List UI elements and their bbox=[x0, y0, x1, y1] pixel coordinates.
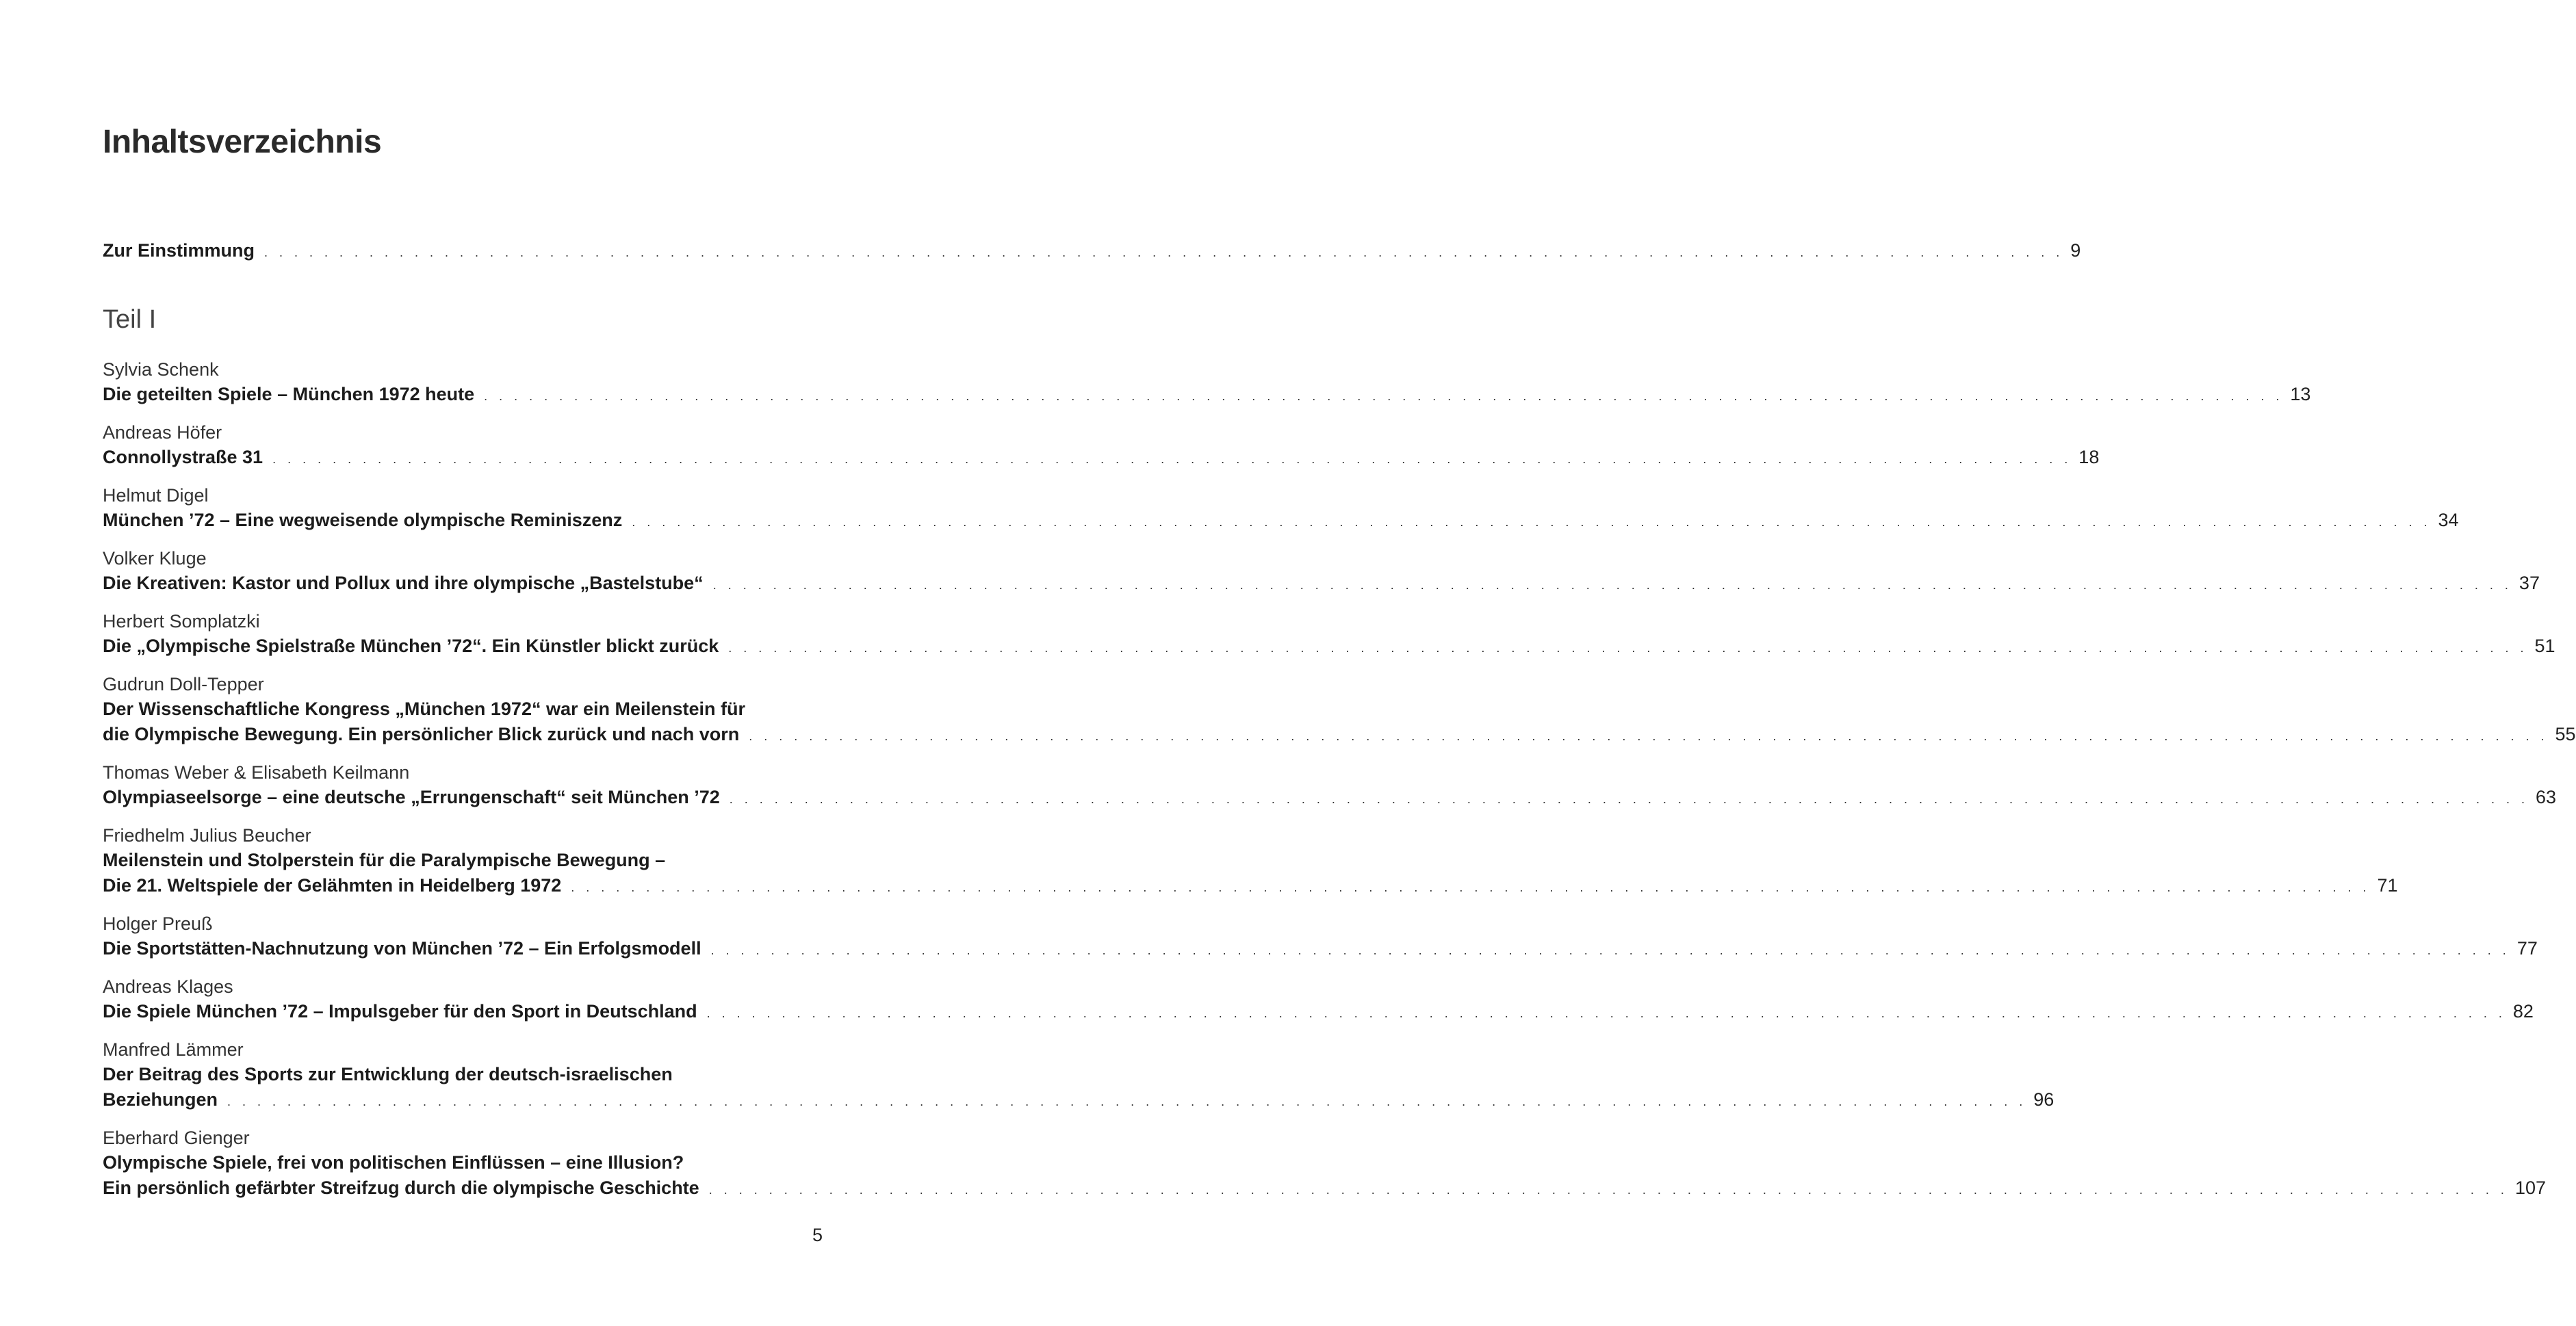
toc-entry[interactable] bbox=[103, 357, 2311, 407]
entry-author: Sylvia Schenk bbox=[103, 359, 219, 380]
toc-entry-line bbox=[103, 382, 2311, 407]
toc-entry[interactable] bbox=[103, 546, 2540, 596]
leader-dots: . . . . . . . . . . . . . . . . . . . . . . . . . . . . . . . . . . . . . . . . . . . . . . . . . . . . . . . . . . . . . . . . . . . . . . . . . . . . . . . . . . . . . . . . . . . . . . . . . . . . . . . . . . . . . . . . . . . . . . . . bbox=[264, 246, 2064, 259]
toc-entry-line bbox=[103, 1150, 823, 1175]
entry-author: Manfred Lämmer bbox=[103, 1039, 244, 1060]
entry-page-number: 96 bbox=[2033, 1089, 2055, 1110]
entry-title: München ’72 – Eine wegweisende olympische Reminiszenz bbox=[103, 510, 623, 530]
entry-author: Holger Preuß bbox=[103, 913, 213, 934]
entry-author: Volker Kluge bbox=[103, 548, 207, 569]
toc-entry-line bbox=[103, 785, 2557, 810]
leader-dots: . . . . . . . . . . . . . . . . . . . . . . . . . . . . . . . . . . . . . . . . . . . . . . . . . . . . . . . . . . . . . . . . . . . . . . . . . . . . . . . . . . . . . . . . . . . . . . . . . . . . . . . . . . . . . . . . . . . . . . . . bbox=[729, 792, 2529, 806]
leader-dots: . . . . . . . . . . . . . . . . . . . . . . . . . . . . . . . . . . . . . . . . . . . . . . . . . . . . . . . . . . . . . . . . . . . . . . . . . . . . . . . . . . . . . . . . . . . . . . . . . . . . . . . . . . . . . . . . . . . . . . . . bbox=[272, 452, 2072, 466]
entry-title: Zur Einstimmung bbox=[103, 240, 255, 261]
toc-entry-line bbox=[103, 445, 2100, 470]
entry-author: Andreas Klages bbox=[103, 976, 233, 997]
toc-page bbox=[103, 0, 2576, 1326]
toc-entry-line[interactable] bbox=[103, 238, 2081, 263]
toc-intro bbox=[103, 238, 2081, 263]
leader-dots: . . . . . . . . . . . . . . . . . . . . . . . . . . . . . . . . . . . . . . . . . . . . . . . . . . . . . . . . . . . . . . . . . . . . . . . . . . . . . . . . . . . . . . . . . . . . . . . . . . . . . . . . . . . . . . . . . . . . . . . . bbox=[706, 1006, 2506, 1020]
entry-title: Beziehungen bbox=[103, 1089, 218, 1110]
toc-entry-line bbox=[103, 999, 2534, 1024]
toc-entry-line bbox=[103, 1087, 2055, 1113]
entry-author: Eberhard Gienger bbox=[103, 1128, 250, 1148]
toc-entry[interactable] bbox=[103, 974, 2534, 1024]
entry-page-number: 63 bbox=[2536, 787, 2557, 807]
toc-entry[interactable] bbox=[103, 1037, 2055, 1113]
entry-title: Meilenstein und Stolperstein für die Paralympische Bewegung – bbox=[103, 850, 666, 870]
leader-dots: . . . . . . . . . . . . . . . . . . . . . . . . . . . . . . . . . . . . . . . . . . . . . . . . . . . . . . . . . . . . . . . . . . . . . . . . . . . . . . . . . . . . . . . . . . . . . . . . . . . . . . . . . . . . . . . . . . . . . . . . bbox=[708, 1183, 2508, 1197]
entry-title: Die Sportstätten-Nachnutzung von München ’72 – Ein Erfolgsmodell bbox=[103, 938, 701, 959]
toc-entry[interactable] bbox=[103, 420, 2100, 470]
entry-page-number: 82 bbox=[2512, 1001, 2534, 1022]
toc-entry[interactable] bbox=[103, 911, 2538, 961]
entry-author: Herbert Somplatzki bbox=[103, 611, 260, 632]
entry-author: Andreas Höfer bbox=[103, 422, 222, 443]
entry-title: Die Kreativen: Kastor und Pollux und ihre olympische „Bastelstube“ bbox=[103, 573, 704, 593]
leader-dots: . . . . . . . . . . . . . . . . . . . . . . . . . . . . . . . . . . . . . . . . . . . . . . . . . . . . . . . . . . . . . . . . . . . . . . . . . . . . . . . . . . . . . . . . . . . . . . . . . . . . . . . . . . . . . . . . . . . . . . . . bbox=[227, 1095, 2027, 1108]
toc-entry-line bbox=[103, 848, 823, 873]
entry-title: Die „Olympische Spielstraße München ’72“. Ein Künstler blickt zurück bbox=[103, 636, 719, 656]
entry-page-number: 37 bbox=[2519, 573, 2540, 593]
toc-entry[interactable] bbox=[103, 672, 2576, 747]
toc-entry[interactable] bbox=[103, 609, 2555, 659]
page-title: Inhaltsverzeichnis bbox=[103, 124, 382, 160]
leader-dots: . . . . . . . . . . . . . . . . . . . . . . . . . . . . . . . . . . . . . . . . . . . . . . . . . . . . . . . . . . . . . . . . . . . . . . . . . . . . . . . . . . . . . . . . . . . . . . . . . . . . . . . . . . . . . . . . . . . . . . . . bbox=[484, 389, 2284, 403]
toc-entry-line bbox=[103, 508, 2459, 533]
toc-entry[interactable] bbox=[103, 1126, 2546, 1201]
toc-entry-line bbox=[103, 722, 2576, 747]
entry-page-number: 77 bbox=[2516, 938, 2538, 959]
entry-author: Gudrun Doll-Tepper bbox=[103, 674, 264, 694]
entry-title: die Olympische Bewegung. Ein persönlicher Blick zurück und nach vorn bbox=[103, 724, 740, 744]
entry-page-number: 71 bbox=[2377, 875, 2398, 896]
page-folio: 5 bbox=[812, 1225, 823, 1245]
entry-title: Olympiaseelsorge – eine deutsche „Errungenschaft“ seit München ’72 bbox=[103, 787, 720, 807]
toc-entries bbox=[103, 357, 2576, 1214]
entry-title: Der Beitrag des Sports zur Entwicklung der deutsch-israelischen bbox=[103, 1064, 673, 1084]
toc-entry[interactable] bbox=[103, 483, 2459, 533]
entry-page-number: 9 bbox=[2070, 240, 2081, 261]
entry-title: Die Spiele München ’72 – Impulsgeber für den Sport in Deutschland bbox=[103, 1001, 697, 1022]
toc-entry-line bbox=[103, 873, 2398, 898]
toc-entry[interactable] bbox=[103, 760, 2557, 810]
entry-title: Der Wissenschaftliche Kongress „München 1972“ war ein Meilenstein für bbox=[103, 699, 746, 719]
toc-entry[interactable] bbox=[103, 823, 2398, 898]
entry-page-number: 34 bbox=[2438, 510, 2459, 530]
entry-author: Friedhelm Julius Beucher bbox=[103, 825, 311, 846]
toc-entry-line bbox=[103, 1175, 2546, 1201]
toc-entry-line bbox=[103, 1062, 823, 1087]
entry-page-number: 107 bbox=[2514, 1178, 2546, 1198]
leader-dots: . . . . . . . . . . . . . . . . . . . . . . . . . . . . . . . . . . . . . . . . . . . . . . . . . . . . . . . . . . . . . . . . . . . . . . . . . . . . . . . . . . . . . . . . . . . . . . . . . . . . . . . . . . . . . . . . . . . . . . . . bbox=[712, 578, 2512, 592]
entry-page-number: 55 bbox=[2555, 724, 2576, 744]
section-label: Teil I bbox=[103, 305, 157, 334]
toc-entry-line bbox=[103, 571, 2540, 596]
toc-entry-line bbox=[103, 697, 823, 722]
entry-page-number: 13 bbox=[2290, 384, 2311, 404]
entry-title: Die 21. Weltspiele der Gelähmten in Heidelberg 1972 bbox=[103, 875, 562, 896]
toc-entry-line bbox=[103, 634, 2555, 659]
entry-title: Ein persönlich gefärbter Streifzug durch die olympische Geschichte bbox=[103, 1178, 699, 1198]
leader-dots: . . . . . . . . . . . . . . . . . . . . . . . . . . . . . . . . . . . . . . . . . . . . . . . . . . . . . . . . . . . . . . . . . . . . . . . . . . . . . . . . . . . . . . . . . . . . . . . . . . . . . . . . . . . . . . . . . . . . . . . . bbox=[571, 881, 2371, 894]
leader-dots: . . . . . . . . . . . . . . . . . . . . . . . . . . . . . . . . . . . . . . . . . . . . . . . . . . . . . . . . . . . . . . . . . . . . . . . . . . . . . . . . . . . . . . . . . . . . . . . . . . . . . . . . . . . . . . . . . . . . . . . . bbox=[710, 944, 2510, 957]
leader-dots: . . . . . . . . . . . . . . . . . . . . . . . . . . . . . . . . . . . . . . . . . . . . . . . . . . . . . . . . . . . . . . . . . . . . . . . . . . . . . . . . . . . . . . . . . . . . . . . . . . . . . . . . . . . . . . . . . . . . . . . . bbox=[632, 515, 2432, 529]
entry-title: Connollystraße 31 bbox=[103, 447, 263, 467]
toc-entry-line bbox=[103, 936, 2538, 961]
entry-title: Die geteilten Spiele – München 1972 heute bbox=[103, 384, 475, 404]
leader-dots: . . . . . . . . . . . . . . . . . . . . . . . . . . . . . . . . . . . . . . . . . . . . . . . . . . . . . . . . . . . . . . . . . . . . . . . . . . . . . . . . . . . . . . . . . . . . . . . . . . . . . . . . . . . . . . . . . . . . . . . . bbox=[728, 641, 2528, 655]
entry-author: Helmut Digel bbox=[103, 485, 209, 506]
entry-title: Olympische Spiele, frei von politischen Einflüssen – eine Illusion? bbox=[103, 1152, 684, 1173]
leader-dots: . . . . . . . . . . . . . . . . . . . . . . . . . . . . . . . . . . . . . . . . . . . . . . . . . . . . . . . . . . . . . . . . . . . . . . . . . . . . . . . . . . . . . . . . . . . . . . . . . . . . . . . . . . . . . . . . . . . . . . . . bbox=[749, 729, 2549, 743]
entry-author: Thomas Weber & Elisabeth Keilmann bbox=[103, 762, 410, 783]
entry-page-number: 18 bbox=[2078, 447, 2100, 467]
entry-page-number: 51 bbox=[2534, 636, 2555, 656]
